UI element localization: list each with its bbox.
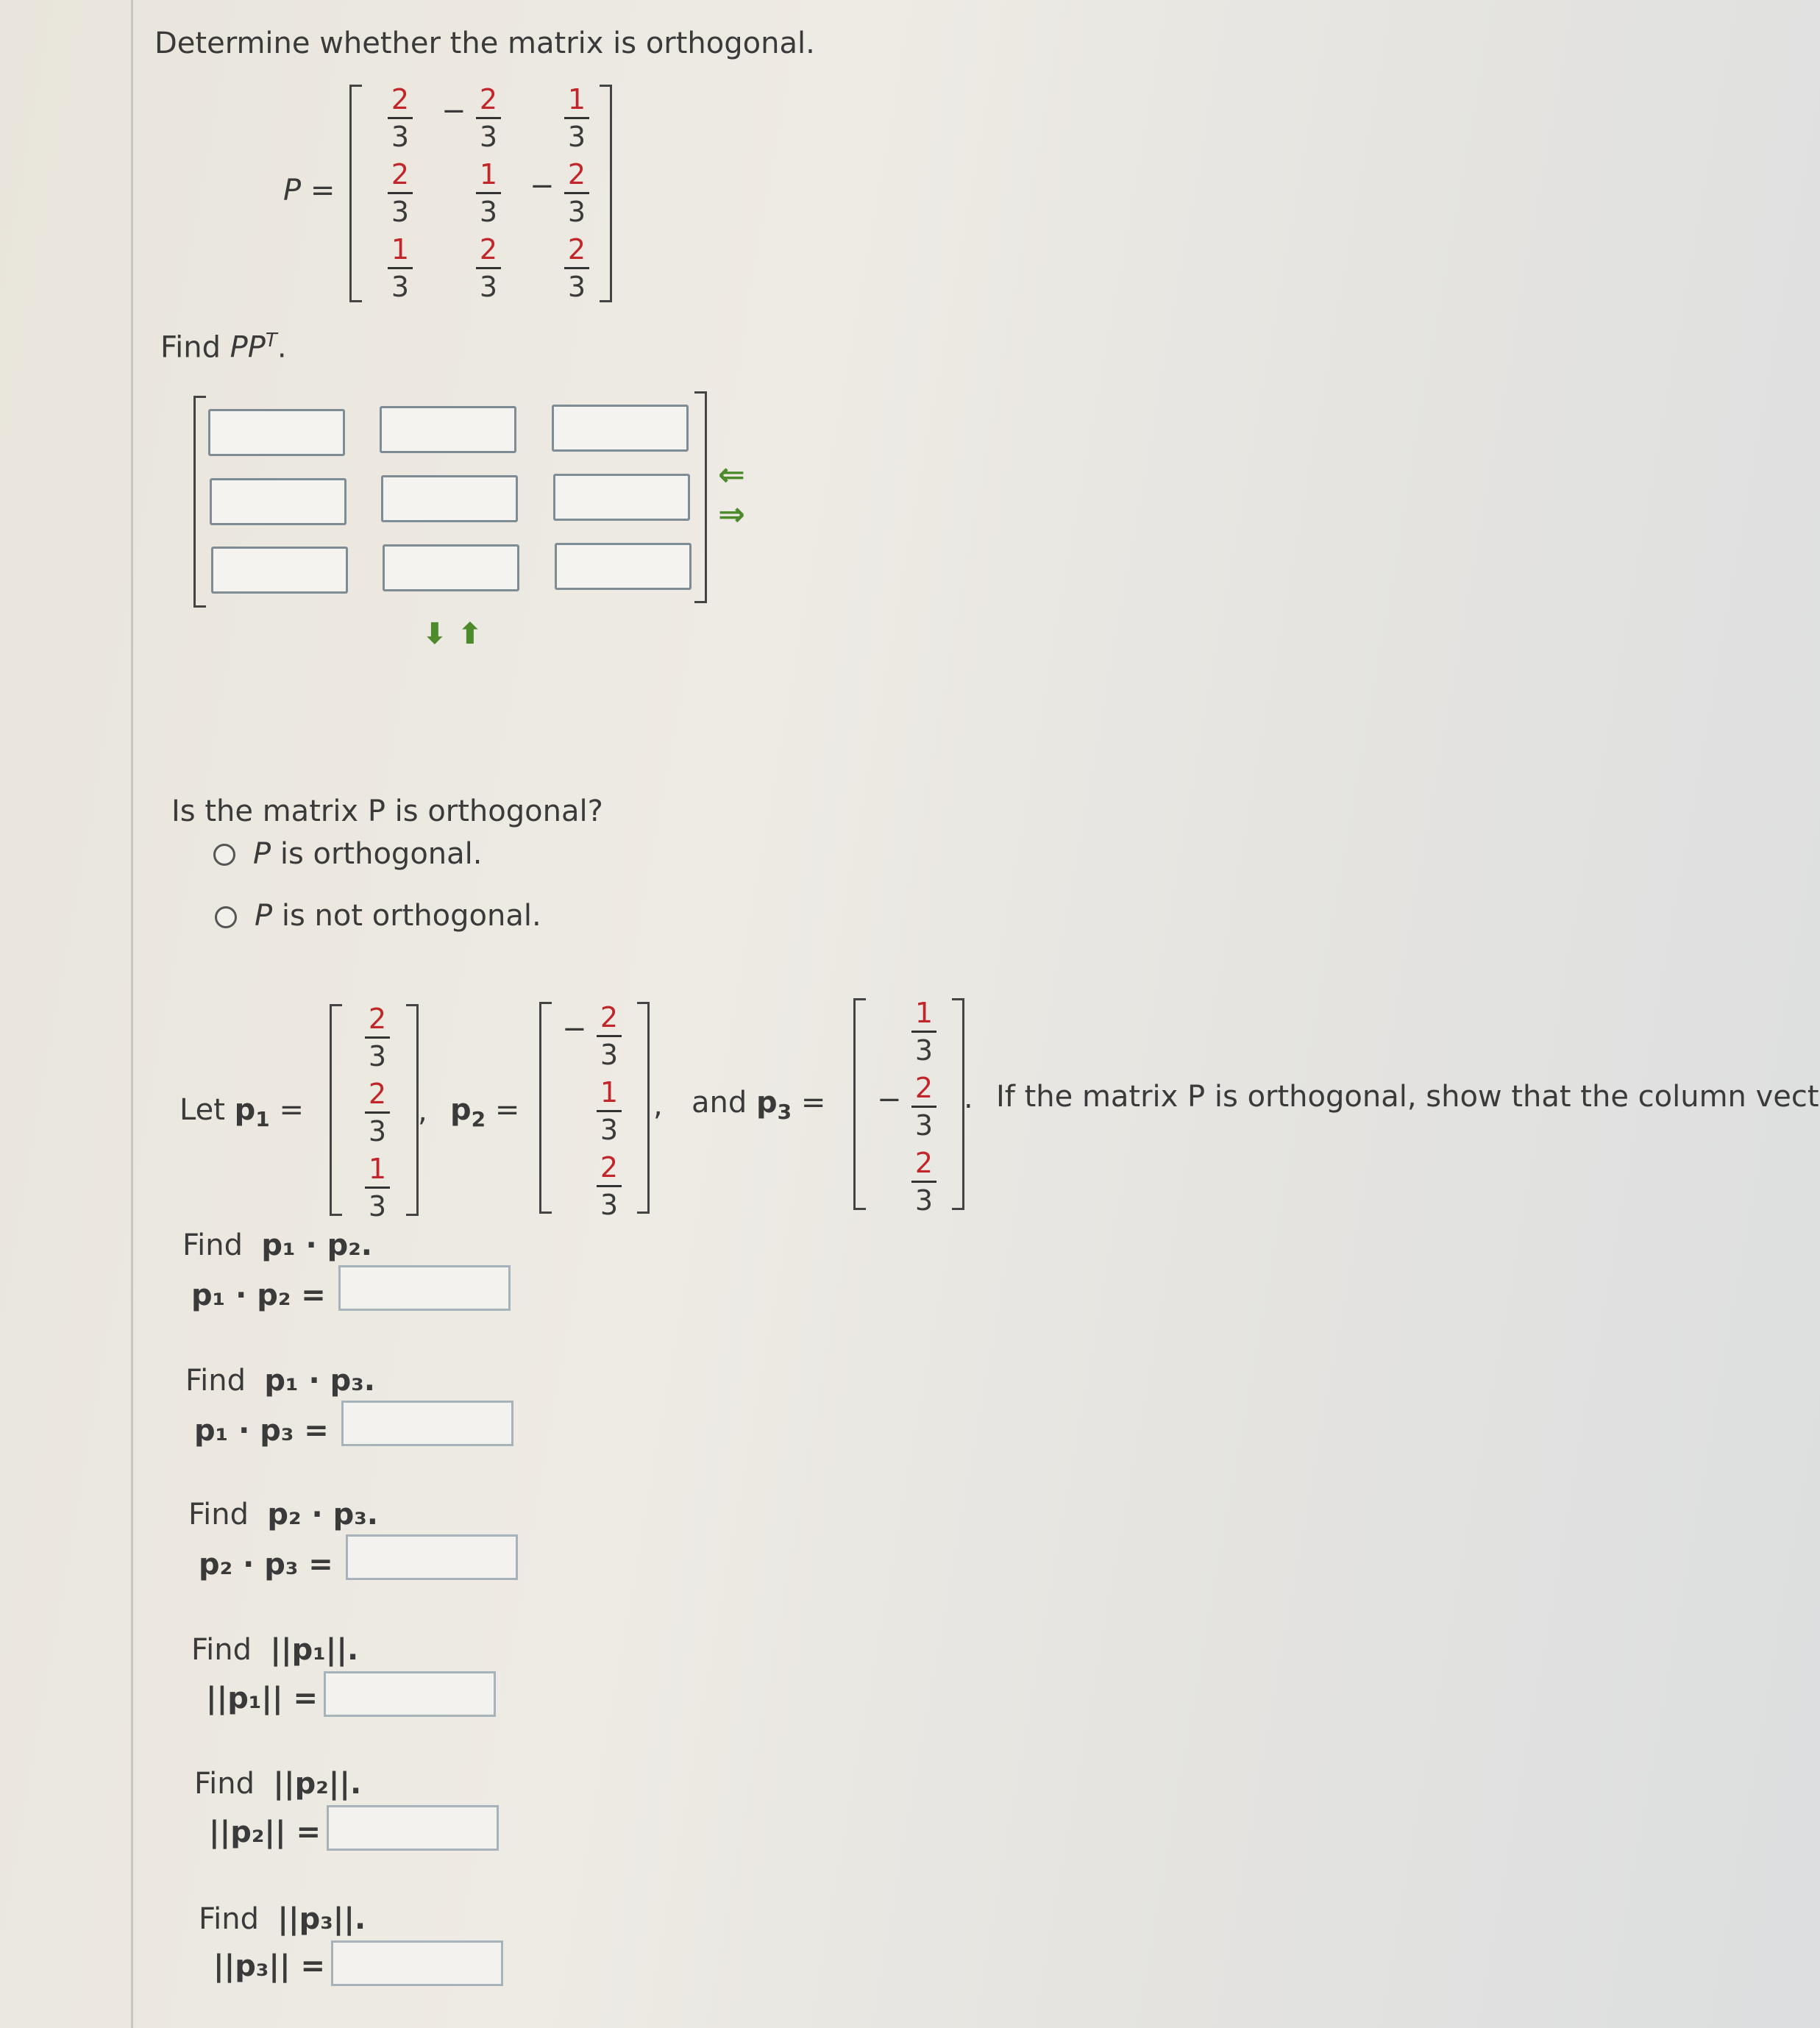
p3-right-bracket <box>952 998 964 1210</box>
comma: , <box>418 1095 427 1128</box>
add-row-arrow-icon[interactable]: ⬇ <box>422 617 447 651</box>
ppt-cell-2-1[interactable] <box>210 478 346 525</box>
trailing-instruction: If the matrix P is orthogonal, show that the column vect <box>996 1080 1819 1114</box>
minus-sign: − <box>530 169 555 203</box>
step-lhs: p₁ · p₃ = <box>194 1414 329 1448</box>
ppt-cell-2-3[interactable] <box>553 474 690 521</box>
p2-entry: 2 3 <box>594 1150 624 1222</box>
add-column-arrow-icon[interactable]: ⇒ <box>718 496 745 533</box>
p1-entry: 2 3 <box>363 1002 392 1073</box>
ppt-cell-3-1[interactable] <box>211 547 348 594</box>
matrix-label: P = <box>283 174 335 207</box>
step-find-norm-p1: Find ||p₁||. <box>191 1633 359 1667</box>
p3-entry: 2 3 <box>909 1146 939 1217</box>
ppt-cell-1-1[interactable] <box>208 409 345 456</box>
step-find-p1-dot-p2: Find p₁ · p₂. <box>182 1228 372 1262</box>
p2-right-bracket <box>637 1002 650 1214</box>
p2-label: $p_2$ = <box>450 1093 520 1131</box>
content-border <box>131 0 133 2028</box>
ppt-cell-3-2[interactable] <box>383 544 519 591</box>
p2-left-bracket <box>539 1002 552 1214</box>
comma: , <box>653 1089 663 1122</box>
step-lhs: ||p₂|| = <box>209 1815 321 1849</box>
matrix-entry: 2 3 <box>474 82 503 154</box>
minus-sign: − <box>877 1083 902 1117</box>
norm-p3-input[interactable] <box>331 1940 503 1986</box>
step-find-p1-dot-p3: Find p₁ · p₃. <box>185 1364 375 1398</box>
let-p1-label: Let $p_1$ = <box>179 1093 304 1131</box>
minus-sign: − <box>562 1012 587 1046</box>
matrix-left-bracket <box>349 85 362 302</box>
p1-right-bracket <box>406 1004 419 1216</box>
instruction-text: Determine whether the matrix is orthogonal. <box>154 26 815 60</box>
norm-p2-input[interactable] <box>327 1805 499 1851</box>
find-ppt-label: Find $PP^T$. <box>160 330 287 365</box>
norm-p1-input[interactable] <box>324 1671 496 1717</box>
step-find-norm-p3: Find ||p₃||. <box>199 1902 366 1936</box>
step-find-p2-dot-p3: Find p₂ · p₃. <box>188 1498 378 1531</box>
step-lhs: p₁ · p₂ = <box>191 1278 326 1312</box>
p3-entry: 2 3 <box>909 1071 939 1142</box>
step-lhs: ||p₁|| = <box>206 1682 319 1715</box>
matrix-entry: 2 3 <box>562 157 591 229</box>
option-orthogonal-label[interactable]: P is orthogonal. <box>253 837 483 871</box>
answer-matrix-right-bracket <box>694 391 707 603</box>
matrix-entry: 2 3 <box>385 82 415 154</box>
remove-column-arrow-icon[interactable]: ⇐ <box>718 456 745 494</box>
period: . <box>964 1081 973 1115</box>
matrix-entry: 1 3 <box>474 157 503 229</box>
p2-entry: 2 3 <box>594 1000 624 1072</box>
ppt-cell-3-3[interactable] <box>555 543 692 590</box>
matrix-entry: 2 3 <box>385 157 415 229</box>
step-lhs: p₂ · p₃ = <box>199 1548 333 1582</box>
p3-left-bracket <box>853 998 866 1210</box>
p2-dot-p3-input[interactable] <box>346 1534 518 1580</box>
matrix-entry: 1 3 <box>562 82 591 154</box>
p1-dot-p3-input[interactable] <box>341 1401 513 1446</box>
option-not-orthogonal-label[interactable]: P is not orthogonal. <box>255 899 541 933</box>
p1-entry: 2 3 <box>363 1077 392 1148</box>
ppt-cell-1-3[interactable] <box>552 405 689 452</box>
p3-label: and $p_3$ = <box>692 1086 826 1124</box>
remove-row-arrow-icon[interactable]: ⬆ <box>458 617 483 651</box>
p2-entry: 1 3 <box>594 1075 624 1147</box>
matrix-right-bracket <box>600 85 612 302</box>
ppt-cell-2-2[interactable] <box>381 475 518 522</box>
p1-left-bracket <box>330 1004 342 1216</box>
ppt-cell-1-2[interactable] <box>380 406 516 453</box>
step-lhs: ||p₃|| = <box>213 1949 326 1983</box>
p1-entry: 1 3 <box>363 1152 392 1223</box>
matrix-entry: 1 3 <box>385 232 415 304</box>
orthogonal-question: Is the matrix P is orthogonal? <box>171 794 603 828</box>
p3-entry: 1 3 <box>909 996 939 1067</box>
step-find-norm-p2: Find ||p₂||. <box>194 1767 362 1801</box>
minus-sign: − <box>441 94 466 128</box>
option-orthogonal-radio[interactable] <box>213 844 235 866</box>
answer-matrix-left-bracket <box>193 396 206 608</box>
matrix-entry: 2 3 <box>562 232 591 304</box>
option-not-orthogonal-radio[interactable] <box>215 906 237 928</box>
p1-dot-p2-input[interactable] <box>338 1265 511 1311</box>
matrix-entry: 2 3 <box>474 232 503 304</box>
